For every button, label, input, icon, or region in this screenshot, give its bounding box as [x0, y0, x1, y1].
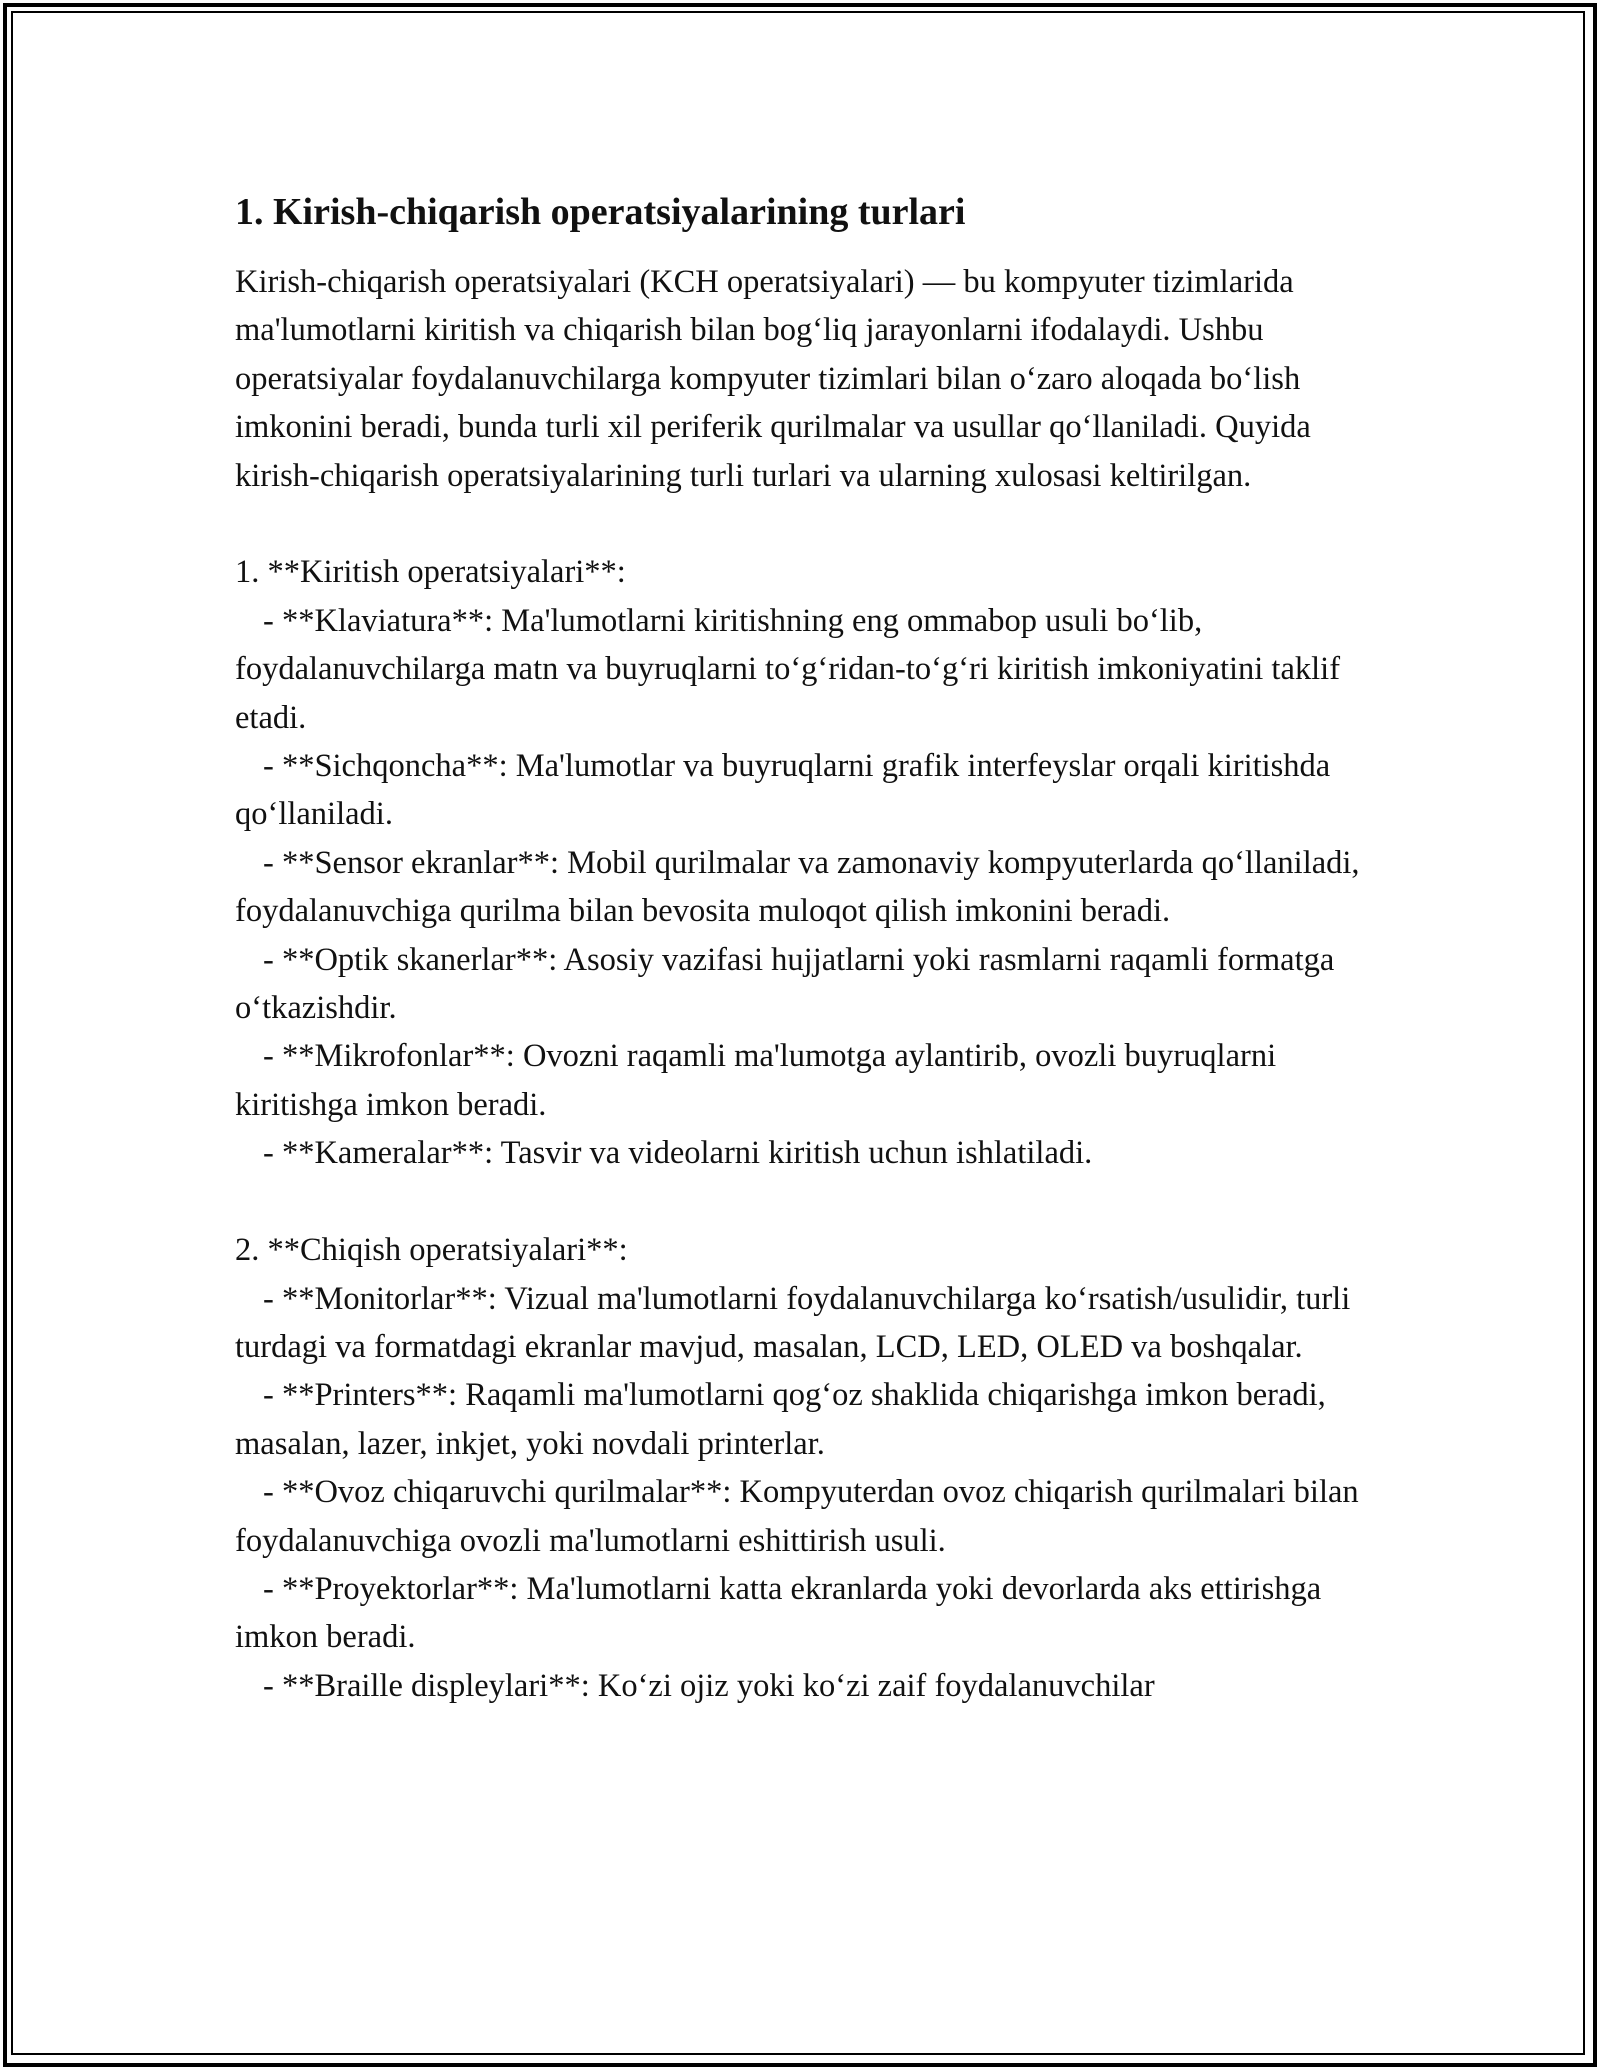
list-item: - **Klaviatura**: Ma'lumotlarni kiritishning eng ommabop usuli bo‘lib, foydalanuvchilarga matn va buyruqlarni to‘g‘ridan-to‘g‘ri kiritish imkoniyatini taklif etadi.	[235, 602, 1341, 736]
list-item: - **Ovoz chiqaruvchi qurilmalar**: Kompyuterdan ovoz chiqarish qurilmalari bilan foydalanuvchiga ovozli ma'lumotlarni eshittirish usuli.	[235, 1474, 1359, 1559]
list-item: - **Mikrofonlar**: Ovozni raqamli ma'lumotga aylantirib, ovozli buyruqlarni kiritishga imkon beradi.	[235, 1038, 1277, 1123]
list-item: - **Monitorlar**: Vizual ma'lumotlarni foydalanuvchilarga ko‘rsatish/usulidir, turli turdagi va formatdagi ekranlar mavjud, masalan, LCD, LED, OLED va boshqalar.	[235, 1280, 1351, 1365]
section-heading: 2. **Chiqish operatsiyalari**:	[235, 1232, 628, 1269]
list-item: - **Braille displeylari**: Ko‘zi ojiz yoki ko‘zi zaif foydalanuvchilar	[263, 1667, 1155, 1704]
section-heading: 1. **Kiritish operatsiyalari**:	[235, 554, 626, 591]
list-item: - **Proyektorlar**: Ma'lumotlarni katta ekranlarda yoki devorlarda aks ettirishga imkon beradi.	[235, 1570, 1322, 1656]
list-item: - **Sichqoncha**: Ma'lumotlar va buyruqlarni grafik interfeyslar orqali kiritishda qo‘llaniladi.	[235, 748, 1331, 833]
section-output-operations	[235, 1226, 1375, 1710]
intro-paragraph: Kirish-chiqarish operatsiyalari (KCH operatsiyalari) — bu kompyuter tizimlarida ma'lumotlarni kiritish va chiqarish bilan bog‘liq jarayonlarni ifodalaydi. Ushbu operatsiyalar foydalanuvchilarga kompyuter tizimlari bilan o‘zaro aloqada bo‘lish imkonini beradi, bunda turli xil periferik qurilmalar va usullar qo‘llaniladi. Quyida kirish-chiqarish operatsiyalarining turli turlari va ularning xulosasi keltirilgan.	[235, 264, 1311, 494]
document-title: 1. Kirish-chiqarish operatsiyalarining turlari	[235, 191, 966, 233]
list-item: - **Printers**: Raqamli ma'lumotlarni qog‘oz shaklida chiqarishga imkon beradi, masalan, lazer, inkjet, yoki novdali printerlar.	[235, 1377, 1326, 1462]
section-input-operations	[235, 548, 1375, 1177]
document-body	[235, 188, 1375, 1759]
list-item: - **Sensor ekranlar**: Mobil qurilmalar va zamonaviy kompyuterlarda qo‘llaniladi, foydalanuvchiga qurilma bilan bevosita muloqot qilish imkonini beradi.	[235, 844, 1360, 930]
list-item: - **Optik skanerlar**: Asosiy vazifasi hujjatlarni yoki rasmlarni raqamli formatga o‘tkazishdir.	[235, 941, 1335, 1027]
list-item: - **Kameralar**: Tasvir va videolarni kiritish uchun ishlatiladi.	[263, 1135, 1093, 1172]
